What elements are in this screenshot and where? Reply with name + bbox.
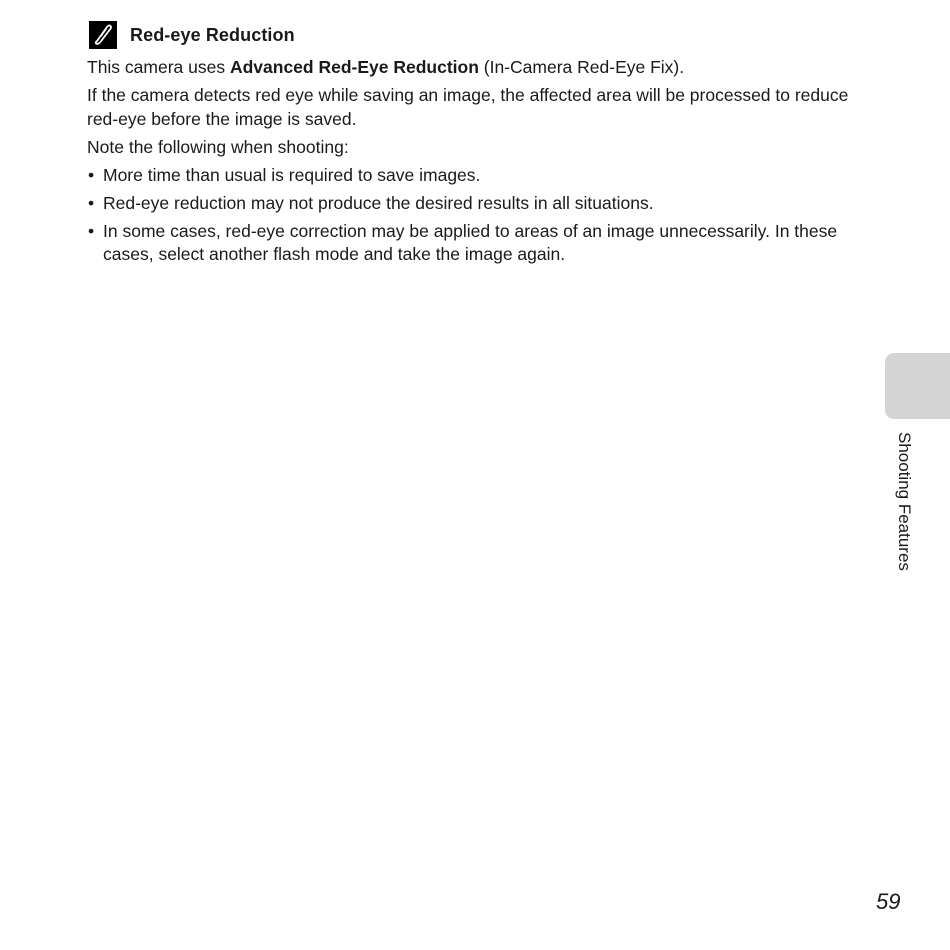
intro-prefix: This camera uses [87,57,230,77]
chapter-tab[interactable] [885,353,950,419]
pencil-note-icon [89,21,117,49]
intro-feature-name: Advanced Red-Eye Reduction [229,57,479,77]
note-header [87,20,867,50]
list-item [87,192,867,216]
bullet-icon: • [88,164,95,185]
note-title: Red-eye Reduction [130,25,295,45]
shooting-note-paragraph: Note the following when shooting: [87,136,349,157]
intro-suffix: (In-Camera Red-Eye Fix). [478,57,685,77]
detection-paragraph: If the camera detects red eye while saving an image, the affected area will be processed to reduce red-eye before the image is saved. [87,85,849,129]
chapter-label: Shooting Features [895,432,914,571]
list-item [87,220,867,267]
list-item-text: In some cases, red-eye correction may be applied to areas of an image unnecessarily. In these cases, select another flash mode and take the image again. [103,220,838,264]
list-item-text: Red-eye reduction may not produce the desired results in all situations. [103,192,654,213]
shooting-notes-list [87,164,867,267]
intro-paragraph [87,56,867,80]
list-item-text: More time than usual is required to save images. [103,164,481,185]
list-item [87,164,867,188]
bullet-icon: • [88,220,95,241]
page-number: 59 [876,889,901,914]
note-section [87,20,867,271]
bullet-icon: • [88,192,95,213]
